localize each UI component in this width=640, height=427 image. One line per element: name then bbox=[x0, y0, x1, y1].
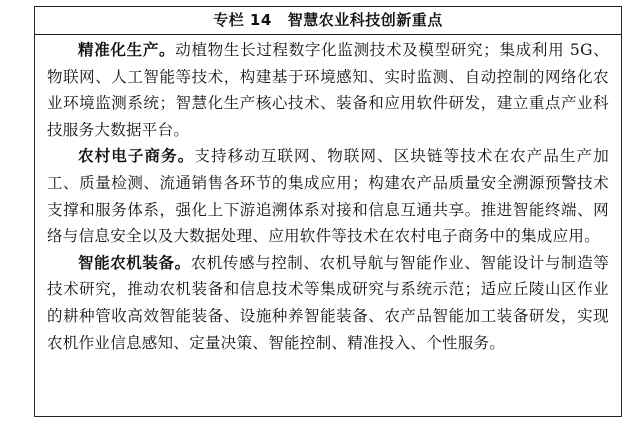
box-title: 智慧农业科技创新重点 bbox=[287, 11, 443, 29]
box-content bbox=[35, 35, 621, 356]
section-rural-ecommerce bbox=[47, 143, 609, 249]
box-header bbox=[35, 7, 621, 35]
section-title: 农村电子商务。 bbox=[78, 147, 195, 166]
section-text: 农机传感与控制、农机导航与智能作业、智能设计与制造等技术研究，推动农机装备和信息技术等集成研究与系统示范；适应丘陵山区作业的耕种管收高效智能装备、设施种养智能装备、农产品智能加工装备研发，实现农机作业信息感知、定量决策、智能控制、精准投入、个性服务。 bbox=[47, 253, 609, 352]
section-text: 动植物生长过程数字化监测技术及模型研究；集成利用 5G、物联网、人工智能等技术，构建基于环境感知、实时监测、自动控制的网络化农业环境监测系统；智慧化生产核心技术、装备和应用软件研发，建立重点产业科技服务大数据平台。 bbox=[47, 41, 609, 139]
section-title: 精准化生产。 bbox=[78, 41, 176, 59]
section-title: 智能农机装备。 bbox=[78, 253, 191, 272]
section-text: 支持移动互联网、物联网、区块链等技术在农产品生产加工、质量检测、流通销售各环节的集成应用；构建农产品质量安全溯源预警技术支撑和服务体系，强化上下游追溯体系对接和信息互通共享。推进智能终端、网络与信息安全以及大数据处理、应用软件等技术在农村电子商务中的集成应用。 bbox=[47, 147, 609, 246]
section-smart-machinery bbox=[47, 250, 609, 356]
feature-box bbox=[34, 6, 622, 417]
box-label: 专栏 14 bbox=[213, 11, 272, 29]
section-precision-production bbox=[47, 37, 609, 143]
